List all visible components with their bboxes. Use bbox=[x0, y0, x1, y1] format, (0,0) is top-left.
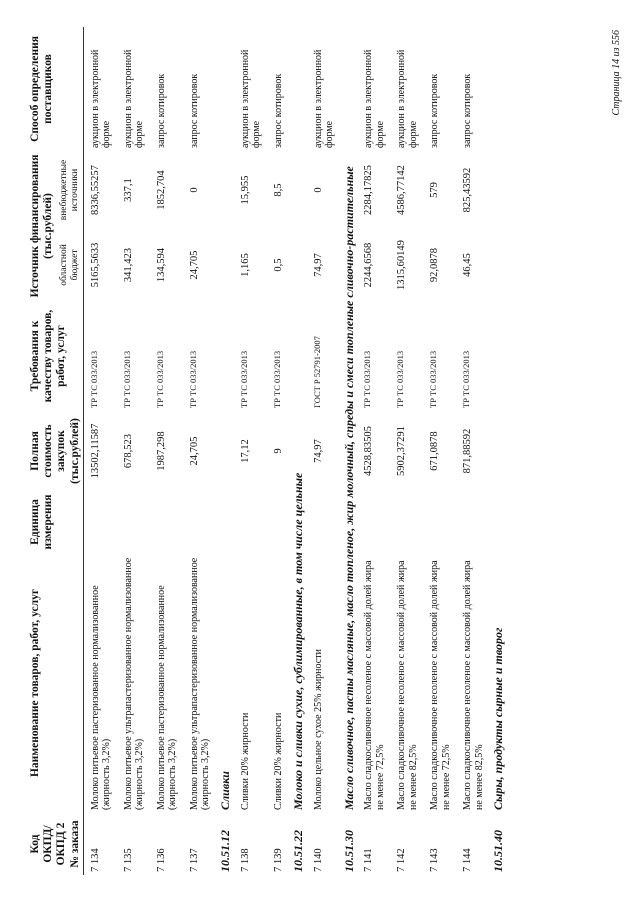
item-name: Молоко цельное сухое 25% жирности bbox=[312, 649, 324, 810]
procurement-method: аукцион в электронной форме bbox=[363, 49, 386, 148]
unit-cell bbox=[234, 491, 267, 553]
procurement-method: аукцион в электронной форме bbox=[122, 49, 146, 148]
regional-budget: 1315,60149 bbox=[396, 240, 408, 290]
quality-requirement: ГОСТ Р 52791-2007 bbox=[311, 336, 322, 408]
table-row bbox=[183, 27, 216, 875]
quality-requirement: ТР ТС 033/2013 bbox=[154, 350, 165, 408]
item-name: Сливки 20% жирности bbox=[239, 712, 251, 810]
group-name: Молоко и сливки сухие, сублимированные, в том числе цельные bbox=[290, 472, 305, 810]
quality-requirement: ТР ТС 033/2013 bbox=[461, 350, 472, 408]
unit-cell bbox=[117, 491, 150, 553]
table-row bbox=[83, 27, 117, 875]
extra-budgetary: 337,1 bbox=[122, 178, 134, 202]
item-name: Масло сладкосливочное несоленое с массовой долей жира не менее 72,5% bbox=[429, 560, 452, 810]
total-cost: 5902,37291 bbox=[396, 426, 408, 476]
procurement-method: аукцион в электронной форме bbox=[396, 49, 419, 148]
header-source: Источник финансирования (тыс.рублей) bbox=[29, 154, 55, 298]
total-cost: 671,0878 bbox=[429, 431, 441, 471]
quality-requirement: ТР ТС 033/2013 bbox=[88, 350, 99, 408]
procurement-method: аукцион в электронной форме bbox=[89, 49, 113, 148]
total-cost: 17,12 bbox=[239, 439, 251, 463]
unit-cell bbox=[150, 491, 183, 553]
extra-budgetary: 15,955 bbox=[239, 175, 251, 205]
order-code: 7 140 bbox=[312, 848, 324, 872]
table-row bbox=[150, 27, 183, 875]
quality-requirement: ТР ТС 033/2013 bbox=[362, 350, 373, 408]
order-code: 7 143 bbox=[429, 848, 441, 872]
group-row bbox=[340, 27, 358, 875]
item-name: Масло сладкосливочное несоленое с массовой долей жира не менее 82,5% bbox=[396, 560, 419, 810]
item-name: Молоко питьевое ультрапастеризованное нормализованное (жирность 3,2%) bbox=[188, 557, 212, 810]
header-code: Код ОКПД/ ОКПД 2 № заказа bbox=[28, 813, 83, 875]
header-extra: внебюджетные источники bbox=[58, 151, 84, 229]
order-code: 7 141 bbox=[363, 848, 375, 872]
group-name: Масло сливочное, пасты масляные, масло топленое, жир молочный, спреды и смеси топленые сливочно-растительные bbox=[341, 166, 356, 810]
total-cost: 9 bbox=[272, 448, 284, 454]
order-code: 7 138 bbox=[239, 848, 251, 872]
table-row bbox=[267, 27, 289, 875]
extra-budgetary: 0 bbox=[188, 187, 200, 193]
procurement-method: запрос котировок bbox=[155, 73, 167, 148]
group-row bbox=[216, 27, 234, 875]
regional-budget: 74,97 bbox=[312, 253, 324, 277]
order-code: 7 144 bbox=[462, 848, 474, 872]
extra-budgetary: 8336,55257 bbox=[89, 165, 101, 215]
order-code: 7 134 bbox=[89, 848, 101, 872]
procurement-table bbox=[28, 27, 507, 875]
extra-budgetary: 579 bbox=[429, 182, 441, 198]
item-name: Масло сладкосливочное несоленое с массовой долей жира не менее 82,5% bbox=[462, 560, 485, 810]
quality-requirement: ТР ТС 033/2013 bbox=[428, 350, 439, 408]
regional-budget: 92,0878 bbox=[429, 247, 441, 283]
total-cost: 678,523 bbox=[122, 433, 134, 469]
item-name: Масло сладкосливочное несоленое с массовой долей жира не менее 72,5% bbox=[363, 560, 386, 810]
total-cost: 13502,11587 bbox=[89, 423, 101, 479]
unit-cell bbox=[83, 491, 117, 553]
regional-budget: 2244,6568 bbox=[363, 242, 375, 288]
extra-budgetary: 825,43592 bbox=[462, 167, 474, 213]
quality-requirement: ТР ТС 033/2013 bbox=[271, 350, 282, 408]
item-name: Молоко питьевое пастеризованное нормализованное (жирность 3,2%) bbox=[155, 585, 179, 810]
regional-budget: 134,594 bbox=[155, 247, 167, 283]
group-code: 10.51.40 bbox=[491, 830, 506, 872]
header-name: Наименование товаров, работ, услуг bbox=[28, 553, 83, 813]
group-row bbox=[489, 27, 507, 875]
header-unit: Единица измерения bbox=[28, 491, 83, 553]
procurement-method: запрос котировок bbox=[429, 73, 441, 148]
quality-requirement: ТР ТС 033/2013 bbox=[238, 350, 249, 408]
extra-budgetary: 1852,704 bbox=[155, 170, 167, 210]
page-number: Страница 14 из 556 bbox=[611, 30, 622, 116]
group-code: 10.51.30 bbox=[341, 830, 356, 872]
procurement-method: аукцион в электронной форме bbox=[239, 49, 263, 148]
order-code: 7 142 bbox=[396, 848, 408, 872]
regional-budget: 341,423 bbox=[122, 247, 134, 283]
table-row bbox=[456, 27, 489, 875]
regional-budget: 24,705 bbox=[188, 250, 200, 280]
unit-cell bbox=[456, 491, 489, 553]
item-name: Сливки 20% жирности bbox=[272, 712, 284, 810]
header-method: Способ определения поставщиков bbox=[28, 27, 83, 151]
quality-requirement: ТР ТС 033/2013 bbox=[395, 350, 406, 408]
procurement-method: запрос котировок bbox=[462, 73, 474, 148]
group-name: Сыры, продукты сырные и творог bbox=[491, 627, 506, 810]
total-cost: 871,88592 bbox=[462, 428, 474, 474]
regional-budget: 0,5 bbox=[272, 258, 284, 272]
extra-budgetary: 2284,17825 bbox=[363, 165, 375, 215]
group-name: Сливки bbox=[217, 771, 232, 810]
order-code: 7 137 bbox=[188, 848, 200, 872]
table-row bbox=[423, 27, 456, 875]
unit-cell bbox=[307, 491, 340, 553]
table-body bbox=[83, 27, 507, 875]
item-name: Молоко питьевое ультрапастеризованное нормализованное (жирность 3,2%) bbox=[122, 557, 146, 810]
total-cost: 4528,83505 bbox=[363, 426, 375, 476]
table-row bbox=[390, 27, 423, 875]
procurement-method: запрос котировок bbox=[272, 73, 284, 148]
group-code: 10.51.12 bbox=[217, 830, 232, 872]
group-code: 10.51.22 bbox=[290, 830, 305, 872]
table-row bbox=[117, 27, 150, 875]
regional-budget: 1,165 bbox=[239, 253, 251, 277]
total-cost: 74,97 bbox=[312, 439, 324, 463]
header-budget: областной бюджет bbox=[58, 229, 84, 301]
extra-budgetary: 0 bbox=[312, 187, 324, 193]
procurement-method: аукцион в электронной форме bbox=[312, 49, 336, 148]
quality-requirement: ТР ТС 033/2013 bbox=[187, 350, 198, 408]
item-name: Молоко питьевое пастеризованное нормализованное (жирность 3,2%) bbox=[89, 585, 113, 810]
group-row bbox=[289, 27, 307, 875]
header-cost: Полная стоимость закупок (тыс.рублей) bbox=[28, 411, 83, 491]
total-cost: 24,705 bbox=[188, 436, 200, 466]
unit-cell bbox=[357, 491, 390, 553]
regional-budget: 5165,5633 bbox=[89, 242, 101, 288]
unit-cell bbox=[267, 491, 289, 553]
order-code: 7 136 bbox=[155, 848, 167, 872]
quality-requirement: ТР ТС 033/2013 bbox=[121, 350, 132, 408]
total-cost: 1987,298 bbox=[155, 431, 167, 471]
extra-budgetary: 4586,77142 bbox=[396, 165, 408, 215]
order-code: 7 135 bbox=[122, 848, 134, 872]
table-row bbox=[234, 27, 267, 875]
extra-budgetary: 8,5 bbox=[272, 183, 284, 197]
table-row bbox=[307, 27, 340, 875]
unit-cell bbox=[390, 491, 423, 553]
procurement-method: запрос котировок bbox=[188, 73, 200, 148]
regional-budget: 46,45 bbox=[462, 253, 474, 277]
unit-cell bbox=[423, 491, 456, 553]
header-requirements: Требования к качеству товаров, работ, услуг bbox=[28, 301, 83, 411]
table-row bbox=[357, 27, 390, 875]
unit-cell bbox=[183, 491, 216, 553]
order-code: 7 139 bbox=[272, 848, 284, 872]
